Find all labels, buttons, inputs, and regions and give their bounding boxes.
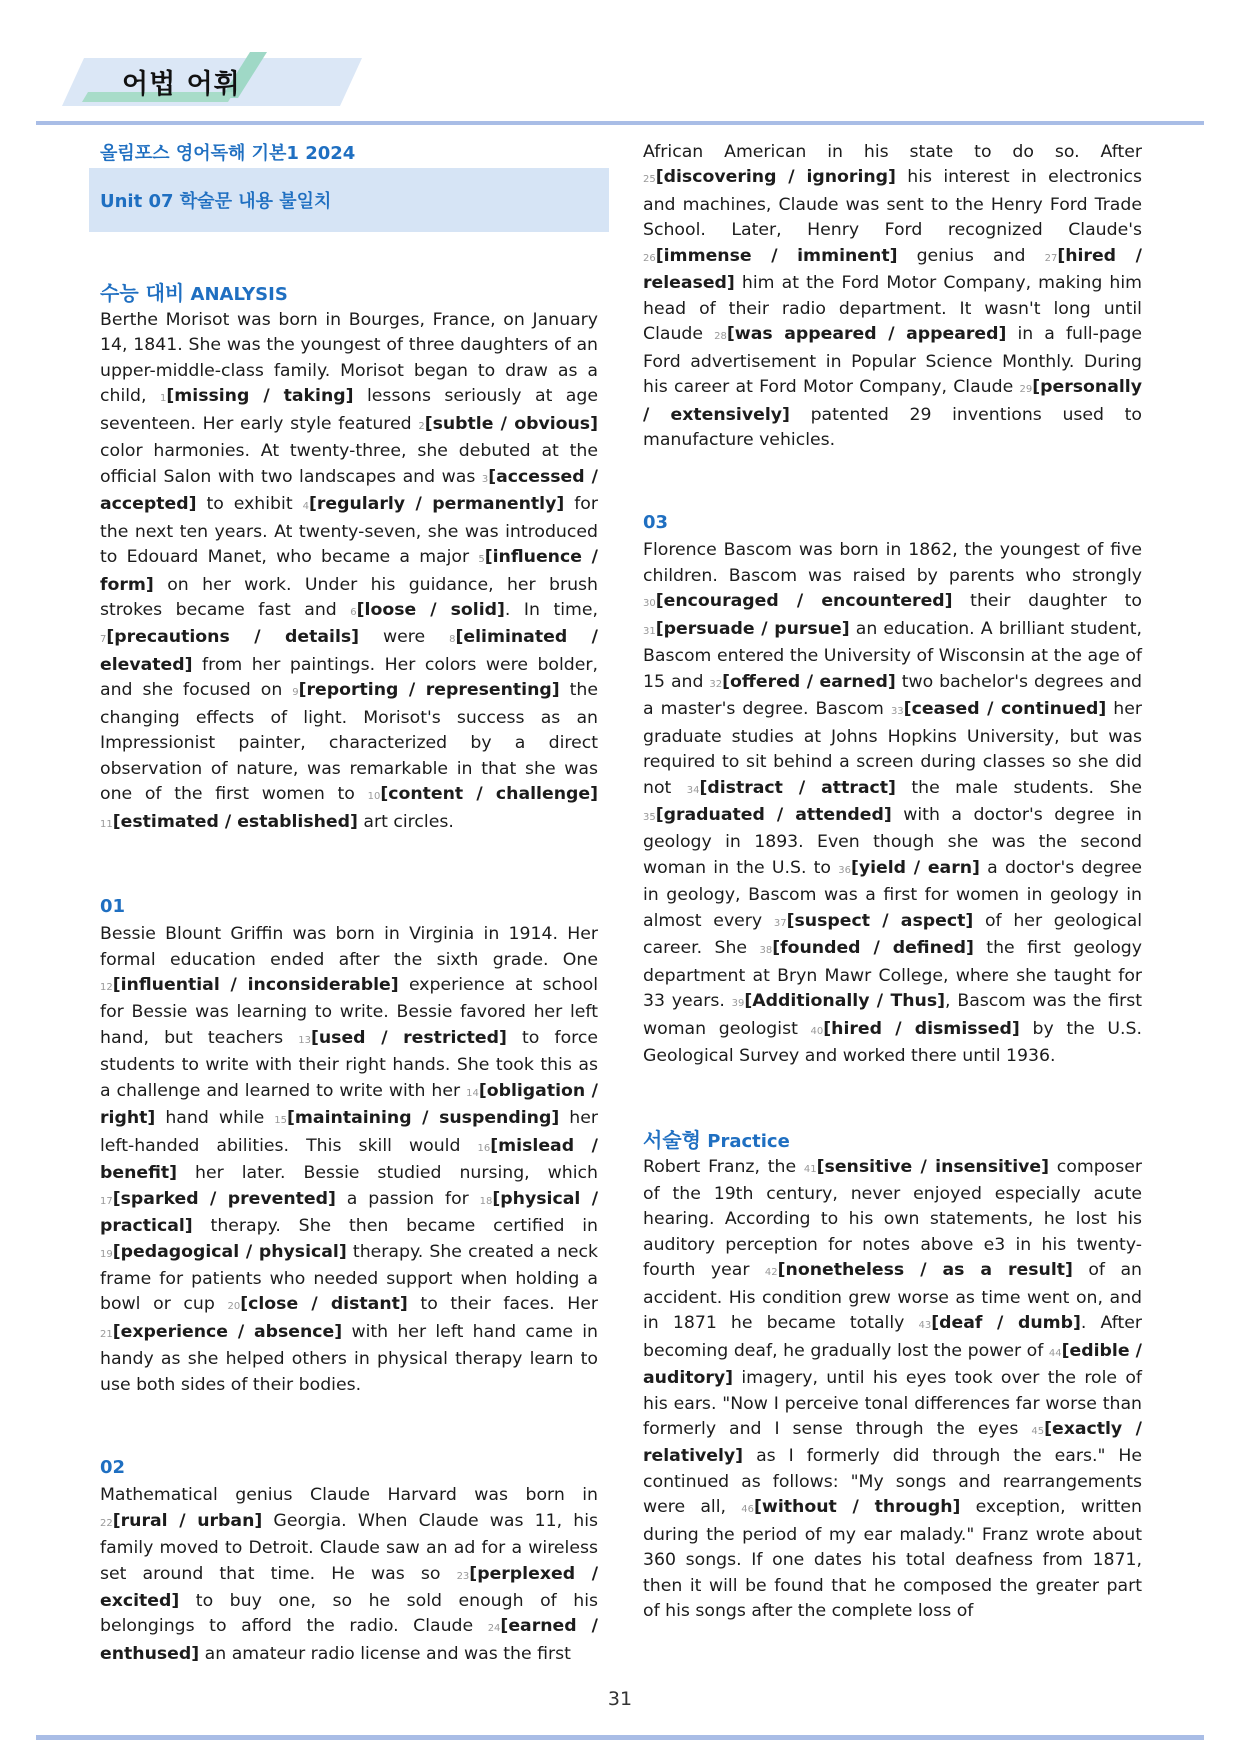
- passage-01: Bessie Blount Griffin was born in Virginia in 1914. Her formal education ended after the sixth grade. One 12[influential / inconsiderable] experience at school for Bessie was learning to write. Bessie favored her left hand, but teachers 13[used / restricted] to force students to write with their right hands. She took this as a challenge and learned to write with her 14[obligation / right] hand while 15[maintaining / suspending] her left-handed abilities. This skill would 16[mislead / benefit] her later. Bessie studied nursing, which 17[sparked / prevented] a passion for 18[physical / practical] therapy. She then became certified in 19[pedagogical / physical] therapy. She created a neck frame for patients who needed support when holding a bowl or cup 20[close / distant] to their faces. Her 21[experience / absence] with her left hand came in handy as she helped others in physical therapy learn to use both sides of their bodies.: [100, 924, 599, 1395]
- choice-bracket: [eliminated / elevated]: [100, 627, 598, 675]
- choice-number: 33: [890, 706, 904, 718]
- choice-number: 22: [100, 1517, 113, 1529]
- choice-number: 15: [274, 1115, 288, 1127]
- choice-bracket: [reporting / representing]: [298, 680, 560, 701]
- choice-bracket: [obligation / right]: [100, 1080, 598, 1129]
- choice-bracket: [hired / released]: [643, 245, 1142, 294]
- passage-02-label: 02: [100, 1457, 126, 1479]
- choice-bracket: [perplexed / excited]: [100, 1563, 599, 1612]
- choice-bracket: [experience / absence]: [112, 1321, 343, 1342]
- unit-title: [89, 168, 609, 232]
- choice-number: 41: [803, 1163, 817, 1175]
- unit-title-text: Unit 07 학술문 내용 불일치: [100, 191, 332, 212]
- choice-bracket: [sparked / prevented]: [112, 1188, 336, 1209]
- choice-number: 17: [100, 1195, 113, 1207]
- choice-bracket: [pedagogical / physical]: [112, 1241, 347, 1262]
- choice-bracket: [missing / taking]: [166, 386, 354, 407]
- choice-number: 1: [159, 393, 167, 405]
- choice-number: 24: [487, 1623, 501, 1635]
- choice-number: 5: [478, 554, 485, 566]
- choice-bracket: [used / restricted]: [310, 1027, 507, 1048]
- choice-bracket: [encouraged / encountered]: [655, 591, 953, 612]
- page-number: 31: [607, 1688, 633, 1710]
- choice-bracket: [nonetheless / as a result]: [777, 1260, 1073, 1281]
- choice-bracket: [rural / urban]: [112, 1510, 263, 1531]
- analysis-heading-ko: 수능 대비: [100, 281, 185, 305]
- choice-bracket: [without / through]: [754, 1497, 961, 1518]
- choice-number: 34: [686, 784, 700, 796]
- header-banner: [62, 52, 362, 112]
- choice-bracket: [graduated / attended]: [655, 804, 892, 825]
- choice-number: 39: [731, 998, 745, 1010]
- choice-number: 42: [764, 1267, 778, 1279]
- choice-number: 46: [741, 1504, 754, 1516]
- choice-bracket: [accessed / accepted]: [100, 466, 598, 515]
- choice-number: 8: [449, 634, 456, 646]
- choice-bracket: [edible / auditory]: [643, 1340, 1142, 1389]
- choice-number: 37: [773, 917, 787, 929]
- right-column: [643, 140, 1142, 1625]
- practice-heading: [643, 1125, 1142, 1155]
- practice-heading-ko: 서술형: [643, 1127, 701, 1152]
- choice-bracket: [distract / attract]: [699, 777, 896, 798]
- choice-number: 26: [643, 252, 656, 264]
- book-title: 올림포스 영어독해 기본1 2024: [100, 143, 356, 164]
- passage-03: Florence Bascom was born in 1862, the youngest of five children. Bascom was raised by parents who strongly 30[encouraged / encountered] their daughter to 31[persuade / pursue] an education. A brilliant student, Bascom entered the University of Wisconsin at the age of 15 and 32[offered / earned] two bachelor's degrees and a master's degree. Bascom 33[ceased / continued] her graduate studies at Johns Hopkins University, but was required to sit behind a screen during classes so she did not 34[distract / attract] the male students. She 35[graduated / attended] with a doctor's degree in geology in 1893. Even though she was the second woman in the U.S. to 36[yield / earn] a doctor's degree in geology, Bascom was a first for women in geology in almost every 37[suspect / aspect] of her geological career. She 38[founded / defined] the first geology department at Bryn Mawr College, where she taught for 33 years. 39[Additionally / Thus], Bascom was the first woman geologist 40[hired / dismissed] by the U.S. Geological Survey and worked there until 1936.: [643, 540, 1143, 1067]
- choice-number: 44: [1048, 1347, 1062, 1359]
- choice-bracket: [earned / enthused]: [100, 1616, 598, 1664]
- choice-number: 12: [100, 981, 113, 993]
- choice-number: 10: [367, 791, 381, 803]
- practice-heading-en: Practice: [707, 1130, 790, 1152]
- choice-number: 9: [292, 687, 299, 699]
- choice-bracket: [influence / form]: [100, 547, 598, 595]
- choice-bracket: [sensitive / insensitive]: [816, 1156, 1049, 1177]
- choice-number: 2: [418, 420, 425, 432]
- choice-number: 16: [477, 1142, 491, 1154]
- choice-bracket: [persuade / pursue]: [655, 618, 850, 639]
- choice-bracket: [suspect / aspect]: [786, 910, 974, 931]
- choice-bracket: [was appeared / appeared]: [726, 324, 1007, 345]
- choice-number: 45: [1031, 1426, 1045, 1438]
- choice-number: 21: [100, 1328, 113, 1340]
- choice-number: 31: [643, 625, 656, 637]
- bottom-rule: [36, 1735, 1204, 1740]
- choice-number: 11: [100, 818, 113, 830]
- choice-number: 29: [1019, 384, 1033, 396]
- choice-bracket: [hired / dismissed]: [823, 1018, 1020, 1039]
- choice-bracket: [subtle / obvious]: [424, 413, 598, 434]
- top-rule: [36, 121, 1204, 125]
- choice-number: 27: [1044, 252, 1058, 264]
- choice-number: 23: [456, 1570, 470, 1582]
- choice-bracket: [Additionally / Thus]: [744, 991, 946, 1012]
- choice-bracket: [yield / earn]: [850, 857, 980, 878]
- analysis-heading: [100, 278, 598, 308]
- choice-bracket: [estimated / established]: [112, 811, 358, 832]
- choice-bracket: [discovering / ignoring]: [655, 167, 896, 188]
- practice-passage: Robert Franz, the 41[sensitive / insensitive] composer of the 19th century, never enjoyed especially acute hearing. According to his own statements, he lost his auditory perception for notes above e3 in his twenty-fourth year 42[nonetheless / as a result] of an accident. His condition grew worse as time went on, and in 1871 he became totally 43[deaf / dumb]. After becoming deaf, he gradually lost the power of 44[edible / auditory] imagery, until his eyes took over the role of his ears. "Now I perceive tonal differences far worse than formerly and I sense through the eyes 45[exactly / relatively] as I formerly did through the ears." He continued as follows: "My songs and rearrangements were all, 46[without / through] exception, written during the period of my ear malady." Franz wrote about 360 songs. If one dates his total deafness from 1871, then it will be found that he composed the greater part of his songs after the complete loss of: [643, 1156, 1143, 1622]
- choice-number: 35: [643, 811, 656, 823]
- choice-number: 13: [298, 1034, 311, 1046]
- choice-number: 30: [643, 598, 656, 610]
- choice-number: 25: [643, 174, 656, 186]
- choice-bracket: [ceased / continued]: [903, 699, 1107, 720]
- choice-bracket: [precautions / details]: [106, 627, 360, 648]
- passage-02-part-1: Mathematical genius Claude Harvard was born in 22[rural / urban] Georgia. When Claude was 11, his family moved to Detroit. Claude saw an ad for a wireless set around that time. He was so 23[perplexed / excited] to buy one, so he sold enough of his belongings to afford the radio. Claude 24[earned / enthused] an amateur radio license and was the first: [100, 1485, 599, 1664]
- choice-number: 20: [227, 1301, 241, 1313]
- choice-number: 36: [838, 864, 851, 876]
- choice-bracket: [maintaining / suspending]: [287, 1108, 560, 1129]
- choice-number: 3: [481, 473, 489, 485]
- choice-number: 7: [100, 634, 107, 646]
- choice-number: 18: [479, 1195, 493, 1207]
- choice-number: 14: [466, 1087, 479, 1099]
- choice-bracket: [content / challenge]: [380, 784, 598, 805]
- choice-bracket: [close / distant]: [240, 1294, 408, 1315]
- passage-01-label: 01: [100, 896, 126, 918]
- analysis-passage: Berthe Morisot was born in Bourges, France, on January 14, 1841. She was the youngest of three daughters of an upper-middle-class family. Morisot began to draw as a child, 1[missing / taking] lessons seriously at age seventeen. Her early style featured 2[subtle / obvious] color harmonies. At twenty-three, she debuted at the official Salon with two landscapes and was 3[accessed / accepted] to exhibit 4[regularly / permanently] for the next ten years. At twenty-seven, she was introduced to Edouard Manet, who became a major 5[influence / form] on her work. Under his guidance, her brush strokes became fast and 6[loose / solid]. In time, 7[precautions / details] were 8[eliminated / elevated] from her paintings. Her colors were bolder, and she focused on 9[reporting / representing] the changing effects of light. Morisot's success as an Impressionist painter, characterized by a direct observation of nature, was remarkable in that she was one of the first women to 10[content / challenge] 11[estimated / established] art circles.: [100, 310, 598, 832]
- choice-bracket: [deaf / dumb]: [931, 1313, 1081, 1334]
- passage-02-part-2: African American in his state to do so. After 25[discovering / ignoring] his interest in electronics and machines, Claude was sent to the Henry Ford Trade School. Later, Henry Ford recognized Claude's 26[immense / imminent] genius and 27[hired / released] him at the Ford Motor Company, making him head of their radio department. It wasn't long until Claude 28[was appeared / appeared] in a full-page Ford advertisement in Popular Science Monthly. During his career at Ford Motor Company, Claude 29[personally / extensively] patented 29 inventions used to manufacture vehicles.: [643, 142, 1143, 450]
- choice-bracket: [founded / defined]: [772, 938, 974, 959]
- choice-bracket: [exactly / relatively]: [643, 1419, 1142, 1467]
- left-column: [100, 140, 598, 1667]
- choice-bracket: [loose / solid]: [356, 599, 505, 620]
- choice-number: 38: [759, 945, 773, 957]
- choice-bracket: [mislead / benefit]: [100, 1135, 598, 1184]
- passage-03-label: 03: [643, 512, 669, 534]
- choice-number: 32: [709, 678, 723, 690]
- choice-number: 28: [714, 331, 727, 343]
- choice-number: 6: [350, 606, 357, 618]
- choice-bracket: [immense / imminent]: [655, 245, 898, 266]
- choice-number: 4: [302, 501, 309, 513]
- analysis-heading-en: ANALYSIS: [190, 284, 288, 305]
- choice-number: 43: [918, 1320, 932, 1332]
- header-title: 어법 어휘: [122, 69, 241, 100]
- choice-bracket: [offered / earned]: [722, 671, 896, 692]
- choice-bracket: [personally / extensively]: [643, 377, 1142, 425]
- choice-bracket: [physical / practical]: [100, 1188, 599, 1237]
- choice-bracket: [regularly / permanently]: [308, 494, 565, 515]
- choice-number: 40: [810, 1025, 824, 1037]
- choice-number: 19: [100, 1248, 113, 1260]
- choice-bracket: [influential / inconsiderable]: [112, 974, 399, 995]
